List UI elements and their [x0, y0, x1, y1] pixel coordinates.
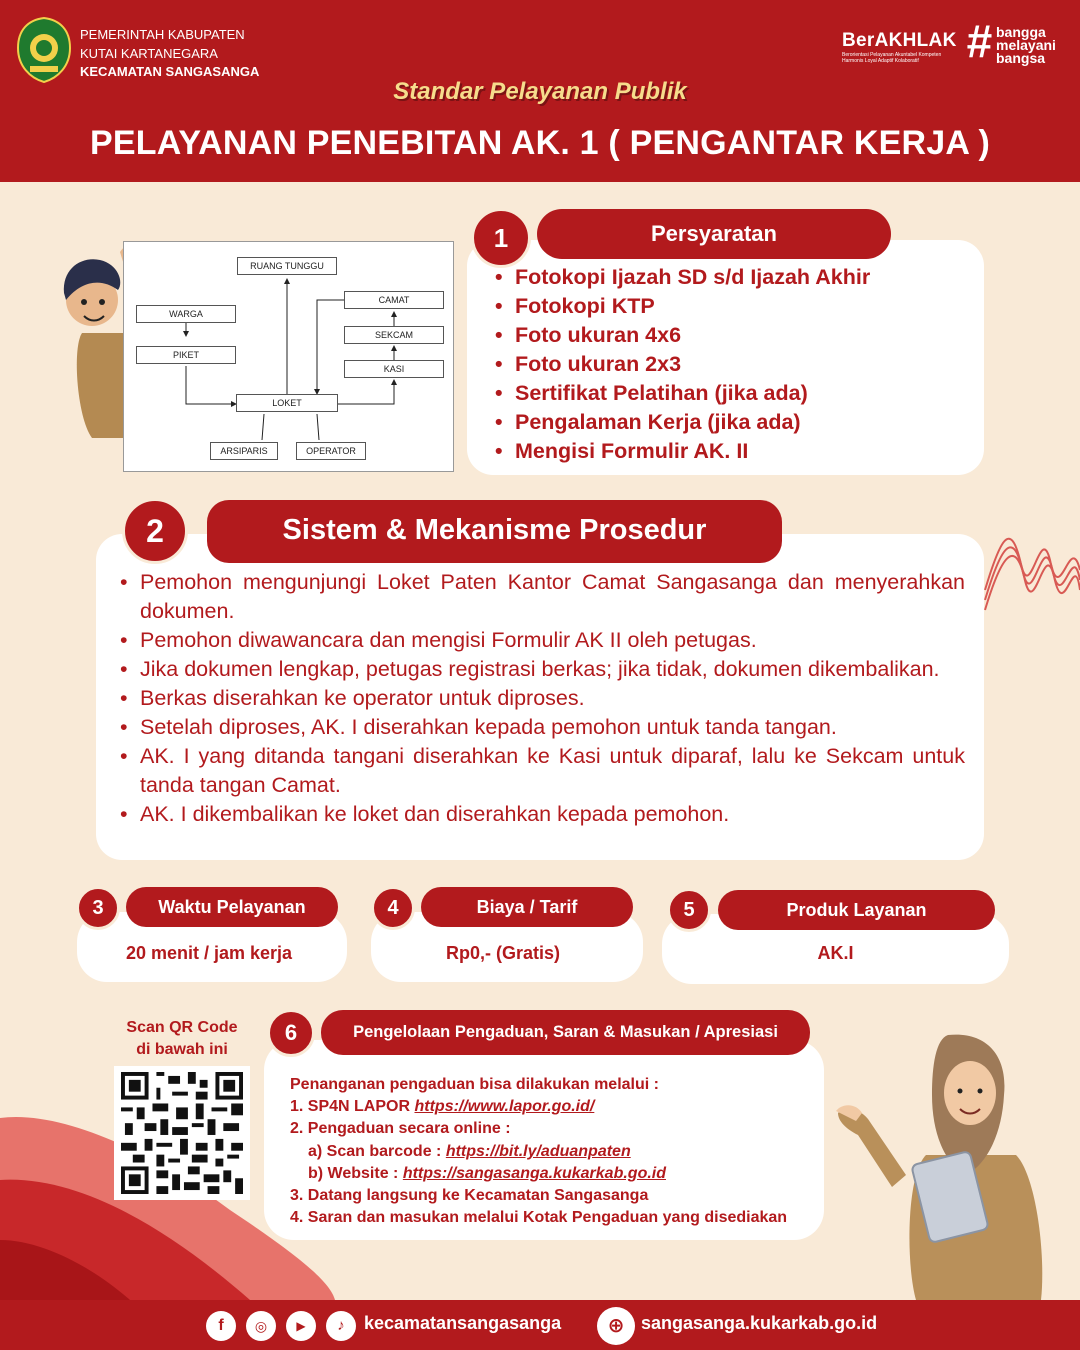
qr-caption — [102, 1017, 262, 1061]
flow-sekcam: SEKCAM — [344, 326, 444, 344]
fee-title: Biaya / Tarif — [421, 887, 633, 927]
procedure-list — [118, 568, 965, 829]
section-number-2: 2 — [122, 498, 188, 564]
list-item: • Foto ukuran 4x6 — [493, 321, 870, 350]
section-number-6: 6 — [267, 1009, 315, 1057]
list-item: • Foto ukuran 2x3 — [493, 350, 870, 379]
requirements-list — [493, 263, 870, 466]
bangga-line-2: melayani — [996, 37, 1056, 53]
tiktok-icon[interactable]: ♪ — [326, 1311, 356, 1341]
qr-caption-line-1: Scan QR Code — [126, 1019, 238, 1036]
globe-icon: ⊕ — [597, 1307, 635, 1345]
gov-line-3: KECAMATAN SANGASANGA — [80, 64, 260, 79]
flow-camat: CAMAT — [344, 291, 444, 309]
list-item: • Fotokopi KTP — [493, 292, 870, 321]
complaint-line-2a-text: a) Scan barcode : — [308, 1142, 446, 1160]
kukar-emblem-icon — [16, 16, 72, 84]
list-item: • Jika dokumen lengkap, petugas registrasi berkas; jika tidak, dokumen dikembalikan. — [118, 655, 965, 684]
berakhlak-logo — [842, 30, 962, 64]
list-item: • Berkas diserahkan ke operator untuk diproses. — [118, 684, 965, 713]
list-item: • Sertifikat Pelatihan (jika ada) — [493, 379, 870, 408]
list-item: • Pemohon mengunjungi Loket Paten Kantor Camat Sangasanga dan menyerahkan dokumen. — [118, 568, 965, 626]
gov-line-1: PEMERINTAH KABUPATEN — [80, 27, 245, 42]
requirements-title: Persyaratan — [537, 209, 891, 259]
page-subtitle: Standar Pelayanan Publik — [393, 78, 687, 105]
complaint-line-2b-text: b) Website : — [308, 1164, 403, 1182]
product-title: Produk Layanan — [718, 890, 995, 930]
procedure-title: Sistem & Mekanisme Prosedur — [207, 500, 782, 563]
berakhlak-word: BerAKHLAK — [842, 30, 957, 51]
complaint-details — [290, 1074, 787, 1229]
list-item: • Mengisi Formulir AK. II — [493, 437, 870, 466]
procedure-card — [96, 534, 984, 860]
complaint-intro: Penanganan pengaduan bisa dilakukan melalui : — [290, 1076, 659, 1093]
bangga-line-1: bangga — [996, 24, 1046, 40]
flow-operator: OPERATOR — [296, 442, 366, 460]
list-item: • Fotokopi Ijazah SD s/d Ijazah Akhir — [493, 263, 870, 292]
requirements-card — [467, 240, 984, 475]
list-item: • AK. I dikembalikan ke loket dan diserahkan kepada pemohon. — [118, 800, 965, 829]
flow-warga: WARGA — [136, 305, 236, 323]
lapor-link[interactable]: https://www.lapor.go.id/ — [414, 1098, 595, 1116]
section-number-1: 1 — [471, 208, 531, 268]
service-time-title: Waktu Pelayanan — [126, 887, 338, 927]
service-time-value: 20 menit / jam kerja — [125, 943, 293, 963]
header-banner — [0, 0, 1080, 182]
bangga-melayani-bangsa — [996, 26, 1056, 65]
list-item: • Pemohon diwawancara dan mengisi Formulir AK II oleh petugas. — [118, 626, 965, 655]
list-item: • Setelah diproses, AK. I diserahkan kepada pemohon untuk tanda tangan. — [118, 713, 965, 742]
qr-code-icon — [120, 1072, 244, 1194]
berakhlak-tagline: Berorientasi Pelayanan Akuntabel Kompeten Harmonis Loyal Adaptif Kolaboratif — [842, 52, 942, 64]
page-title: PELAYANAN PENEBITAN AK. 1 ( PENGANTAR KERJA ) — [89, 124, 991, 162]
website-link[interactable]: https://sangasanga.kukarkab.go.id — [402, 1164, 666, 1182]
website-url[interactable]: sangasanga.kukarkab.go.id — [641, 1313, 878, 1333]
section-number-5: 5 — [667, 888, 711, 932]
qr-code[interactable] — [114, 1066, 250, 1200]
flowchart-diagram — [123, 241, 454, 472]
complaint-line-2: 2. Pengaduan secara online : — [290, 1120, 511, 1138]
youtube-icon[interactable]: ▶ — [286, 1311, 316, 1341]
flow-arsiparis: ARSIPARIS — [210, 442, 278, 460]
fee-value: Rp0,- (Gratis) — [445, 943, 560, 963]
section-number-4: 4 — [371, 886, 415, 930]
flow-loket: LOKET — [236, 394, 338, 412]
complaint-line-1-text: 1. SP4N LAPOR — [290, 1098, 415, 1116]
complaint-line-3: 3. Datang langsung ke Kecamatan Sangasanga — [290, 1187, 649, 1205]
list-item: • AK. I yang ditanda tangani diserahkan ke Kasi untuk diparaf, lalu ke Sekcam untuk tanda tangan Camat. — [118, 742, 965, 800]
complaint-title: Pengelolaan Pengaduan, Saran & Masukan / Apresiasi — [321, 1010, 810, 1055]
social-handle[interactable]: kecamatansangasanga — [364, 1313, 562, 1333]
list-item: • Pengalaman Kerja (jika ada) — [493, 408, 870, 437]
product-value: AK.I — [817, 943, 854, 963]
flow-piket: PIKET — [136, 346, 236, 364]
flow-ruang-tunggu: RUANG TUNGGU — [237, 257, 337, 275]
qr-caption-line-2: di bawah ini — [136, 1041, 228, 1058]
complaint-line-4: 4. Saran dan masukan melalui Kotak Pengaduan yang disediakan — [290, 1209, 788, 1227]
hashtag-icon: # — [966, 15, 992, 67]
officer-woman-illustration — [836, 1025, 1046, 1300]
facebook-icon[interactable]: f — [206, 1311, 236, 1341]
bangga-line-3: bangsa — [996, 50, 1046, 66]
instagram-icon[interactable]: ◎ — [246, 1311, 276, 1341]
gov-line-2: KUTAI KARTANEGARA — [80, 45, 218, 61]
complaint-line-1 — [290, 1096, 787, 1118]
complaint-line-2b — [290, 1163, 787, 1185]
section-number-3: 3 — [76, 886, 120, 930]
government-name — [80, 26, 259, 82]
barcode-link[interactable]: https://bit.ly/aduanpaten — [445, 1142, 631, 1160]
complaint-line-2a — [290, 1141, 787, 1163]
flow-kasi: KASI — [344, 360, 444, 378]
